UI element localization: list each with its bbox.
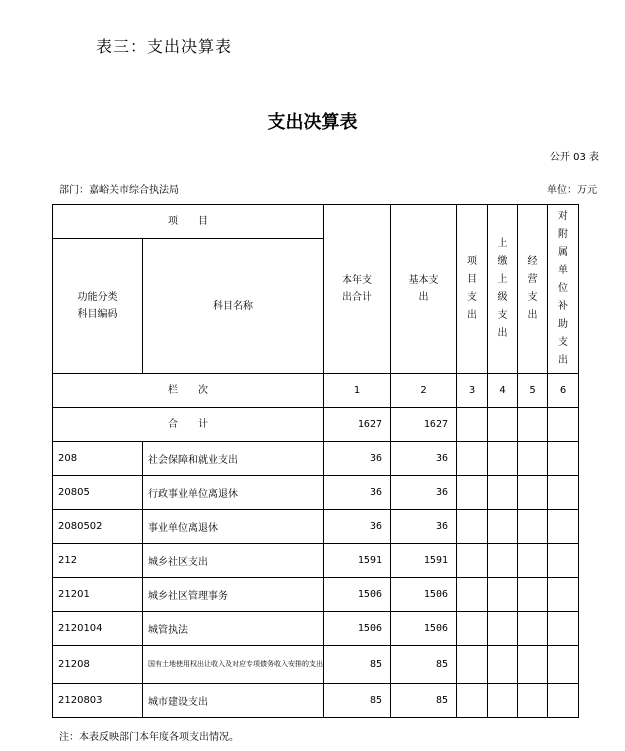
- total-amount: 1591: [324, 544, 391, 578]
- total-amount: 1506: [324, 612, 391, 646]
- header-name: 科目名称: [143, 239, 324, 374]
- subsidy-amount: [548, 684, 579, 718]
- project-amount: [457, 544, 488, 578]
- total-amount: 85: [324, 684, 391, 718]
- code-cell: 2080502: [53, 510, 143, 544]
- header-char: 支: [467, 292, 477, 303]
- upper-amount: [488, 544, 518, 578]
- project-amount: [457, 476, 488, 510]
- header-char: 上: [497, 238, 508, 249]
- subsidy-amount: [548, 476, 579, 510]
- name-cell: 城乡社区管理事务: [143, 578, 324, 612]
- upper-amount: [488, 442, 518, 476]
- header-char: 项: [467, 256, 477, 267]
- header-basic-line2: 出: [418, 292, 429, 303]
- department-label: 部门：嘉峪关市综合执法局: [59, 185, 179, 196]
- header-char: 附: [558, 229, 568, 240]
- basic-amount: 1506: [391, 578, 457, 612]
- header-basic: [391, 205, 457, 374]
- header-char: 属: [558, 247, 568, 258]
- total-amount: 36: [324, 442, 391, 476]
- header-char: 缴: [497, 256, 508, 267]
- code-cell: 2120803: [53, 684, 143, 718]
- header-char: 级: [497, 292, 508, 303]
- name-cell: 社会保障和就业支出: [143, 442, 324, 476]
- header-char: 助: [558, 319, 568, 330]
- subsidy-amount: [548, 442, 579, 476]
- subsidy-amount: [548, 646, 579, 684]
- business-amount: [518, 442, 548, 476]
- subsidy-amount: [548, 578, 579, 612]
- form-code: 公开 03 表: [549, 152, 599, 163]
- total-amount: 1627: [324, 408, 391, 442]
- subsidy-amount: [548, 612, 579, 646]
- header-char: 单: [558, 265, 568, 276]
- header-business: [518, 205, 548, 374]
- project-amount: [457, 510, 488, 544]
- header-project: [457, 205, 488, 374]
- basic-amount: 1591: [391, 544, 457, 578]
- upper-amount: [488, 578, 518, 612]
- business-amount: [518, 612, 548, 646]
- basic-amount: 36: [391, 510, 457, 544]
- page-title: 支出决算表: [267, 112, 358, 133]
- header-char: 出: [467, 310, 477, 321]
- basic-amount: 85: [391, 684, 457, 718]
- basic-amount: 36: [391, 442, 457, 476]
- header-char: 出: [527, 310, 538, 321]
- header-code-line2: 科目编码: [77, 309, 118, 320]
- upper-amount: [488, 684, 518, 718]
- header-upper: [488, 205, 518, 374]
- header-char: 补: [558, 301, 568, 312]
- column-index: 1: [324, 374, 391, 408]
- name-cell: 国有土地使用权出让收入及对应专项债务收入安排的支出: [143, 646, 324, 684]
- table-row: [53, 646, 579, 684]
- total-amount: 36: [324, 510, 391, 544]
- table-row: [53, 684, 579, 718]
- code-cell: 21208: [53, 646, 143, 684]
- table-row: [53, 578, 579, 612]
- header-char: 出: [558, 355, 568, 366]
- header-char: 对: [558, 211, 568, 222]
- column-index: 4: [488, 374, 518, 408]
- footnote: 注：本表反映部门本年度各项支出情况。: [59, 732, 239, 743]
- header-item-group: 项目: [53, 205, 324, 239]
- business-amount: [518, 408, 548, 442]
- header-total-line1: 本年支: [342, 275, 372, 286]
- total-amount: 36: [324, 476, 391, 510]
- upper-amount: [488, 510, 518, 544]
- project-amount: [457, 442, 488, 476]
- header-basic-line1: 基本支: [408, 275, 439, 286]
- name-cell: 城管执法: [143, 612, 324, 646]
- code-cell: 21201: [53, 578, 143, 612]
- table-row: [53, 544, 579, 578]
- header-char: 支: [497, 310, 508, 321]
- column-index-label: 栏次: [53, 374, 324, 408]
- project-amount: [457, 578, 488, 612]
- table-row: [53, 510, 579, 544]
- project-amount: [457, 646, 488, 684]
- expenditure-table: [52, 204, 579, 718]
- name-cell: 事业单位离退休: [143, 510, 324, 544]
- code-cell: 212: [53, 544, 143, 578]
- business-amount: [518, 510, 548, 544]
- basic-amount: 1627: [391, 408, 457, 442]
- name-cell: 行政事业单位离退休: [143, 476, 324, 510]
- header-char: 位: [558, 283, 568, 294]
- basic-amount: 1506: [391, 612, 457, 646]
- header-char: 支: [558, 337, 568, 348]
- total-amount: 1506: [324, 578, 391, 612]
- code-cell: 2120104: [53, 612, 143, 646]
- business-amount: [518, 544, 548, 578]
- business-amount: [518, 646, 548, 684]
- column-index: 6: [548, 374, 579, 408]
- header-char: 上: [497, 274, 508, 285]
- header-char: 经: [527, 256, 538, 267]
- column-index: 5: [518, 374, 548, 408]
- project-amount: [457, 684, 488, 718]
- project-amount: [457, 612, 488, 646]
- header-char: 目: [467, 274, 477, 285]
- table-row: [53, 476, 579, 510]
- header-code-line1: 功能分类: [77, 292, 118, 303]
- section-caption: 表三：支出决算表: [96, 37, 233, 56]
- upper-amount: [488, 612, 518, 646]
- total-amount: 85: [324, 646, 391, 684]
- subsidy-amount: [548, 408, 579, 442]
- header-char: 支: [527, 292, 538, 303]
- total-row: [53, 408, 579, 442]
- header-code: [53, 239, 143, 374]
- subsidy-amount: [548, 510, 579, 544]
- header-char: 营: [527, 274, 538, 285]
- header-total: [324, 205, 391, 374]
- header-subsidy: [548, 205, 579, 374]
- upper-amount: [488, 646, 518, 684]
- column-index: 3: [457, 374, 488, 408]
- project-amount: [457, 408, 488, 442]
- header-char: 出: [497, 328, 508, 339]
- header-total-line2: 出合计: [342, 292, 372, 303]
- name-cell: 城乡社区支出: [143, 544, 324, 578]
- upper-amount: [488, 408, 518, 442]
- basic-amount: 36: [391, 476, 457, 510]
- business-amount: [518, 476, 548, 510]
- code-cell: 208: [53, 442, 143, 476]
- table-row: [53, 442, 579, 476]
- basic-amount: 85: [391, 646, 457, 684]
- column-index: 2: [391, 374, 457, 408]
- code-cell: 20805: [53, 476, 143, 510]
- total-label: 合计: [53, 408, 324, 442]
- business-amount: [518, 578, 548, 612]
- table-row: [53, 612, 579, 646]
- business-amount: [518, 684, 548, 718]
- upper-amount: [488, 476, 518, 510]
- subsidy-amount: [548, 544, 579, 578]
- name-cell: 城市建设支出: [143, 684, 324, 718]
- unit-label: 单位：万元: [547, 185, 597, 196]
